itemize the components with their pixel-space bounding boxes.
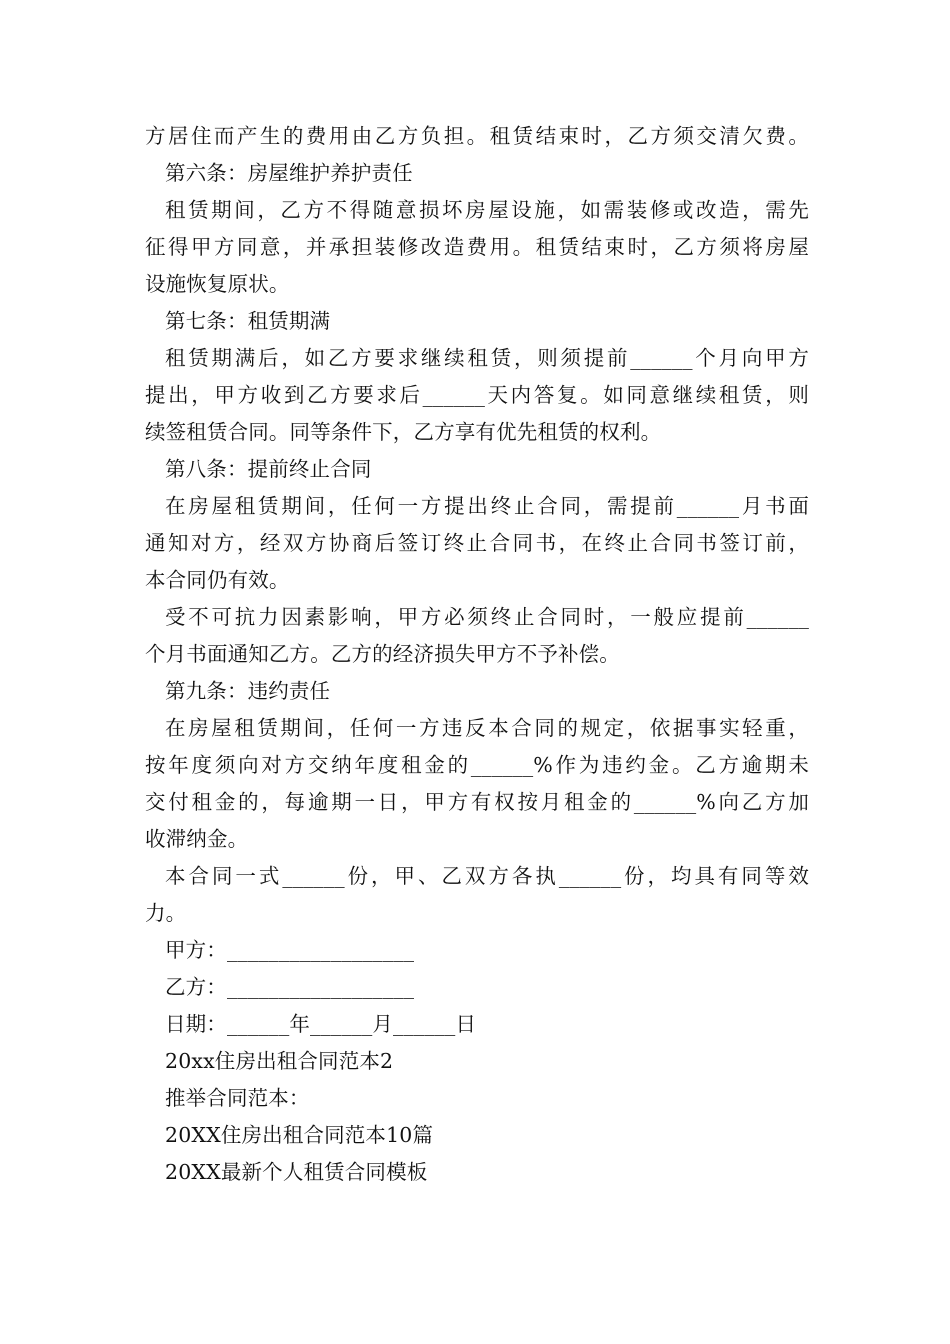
recommended-link-2[interactable]: 20XX最新个人租赁合同模板 — [165, 1160, 428, 1184]
article-7-heading: 第七条：租赁期满 — [165, 309, 331, 333]
paragraph-line: 征得甲方同意，并承担装修改造费用。租赁结束时，乙方须将房屋 — [145, 235, 809, 259]
recommended-link-1[interactable]: 20XX住房出租合同范本10篇 — [165, 1123, 434, 1147]
paragraph-line: 租赁期间，乙方不得随意损坏房屋设施，如需装修或改造，需先 — [165, 198, 809, 222]
party-b-signature-line: 乙方：__________________ — [165, 975, 415, 999]
paragraph-line: 设施恢复原状。 — [145, 272, 290, 296]
article-6-heading: 第六条：房屋维护养护责任 — [165, 161, 413, 185]
section-title-line: 20xx住房出租合同范本2 — [165, 1049, 394, 1073]
paragraph-line: 力。 — [145, 901, 187, 925]
paragraph-line: 在房屋租赁期间，任何一方提出终止合同，需提前______月书面 — [165, 494, 809, 518]
paragraph-line: 方居住而产生的费用由乙方负担。租赁结束时，乙方须交清欠费。 — [145, 124, 809, 148]
paragraph-line: 交付租金的，每逾期一日，甲方有权按月租金的______%向乙方加 — [145, 790, 809, 814]
paragraph-line: 按年度须向对方交纳年度租金的______%作为违约金。乙方逾期未 — [145, 753, 809, 777]
paragraph-line: 提出，甲方收到乙方要求后______天内答复。如同意继续租赁，则 — [145, 383, 809, 407]
paragraph-line: 通知对方，经双方协商后签订终止合同书，在终止合同书签订前， — [145, 531, 809, 555]
recommendation-heading: 推举合同范本： — [165, 1086, 310, 1110]
paragraph-line: 受不可抗力因素影响，甲方必须终止合同时，一般应提前______ — [165, 605, 809, 629]
paragraph-line: 个月书面通知乙方。乙方的经济损失甲方不予补偿。 — [145, 642, 620, 666]
date-signature-line: 日期：______年______月______日 — [165, 1012, 477, 1036]
paragraph-line: 租赁期满后，如乙方要求继续租赁，则须提前______个月向甲方 — [165, 346, 809, 370]
paragraph-line: 本合同一式______份，甲、乙双方各执______份，均具有同等效 — [165, 864, 809, 888]
paragraph-line: 本合同仍有效。 — [145, 568, 290, 592]
paragraph-line: 在房屋租赁期间，任何一方违反本合同的规定，依据事实轻重， — [165, 716, 809, 740]
article-9-heading: 第九条：违约责任 — [165, 679, 331, 703]
paragraph-line: 续签租赁合同。同等条件下，乙方享有优先租赁的权利。 — [145, 420, 662, 444]
document-body — [145, 118, 809, 1191]
article-8-heading: 第八条：提前终止合同 — [165, 457, 372, 481]
paragraph-line: 收滞纳金。 — [145, 827, 249, 851]
party-a-signature-line: 甲方：__________________ — [165, 938, 415, 962]
